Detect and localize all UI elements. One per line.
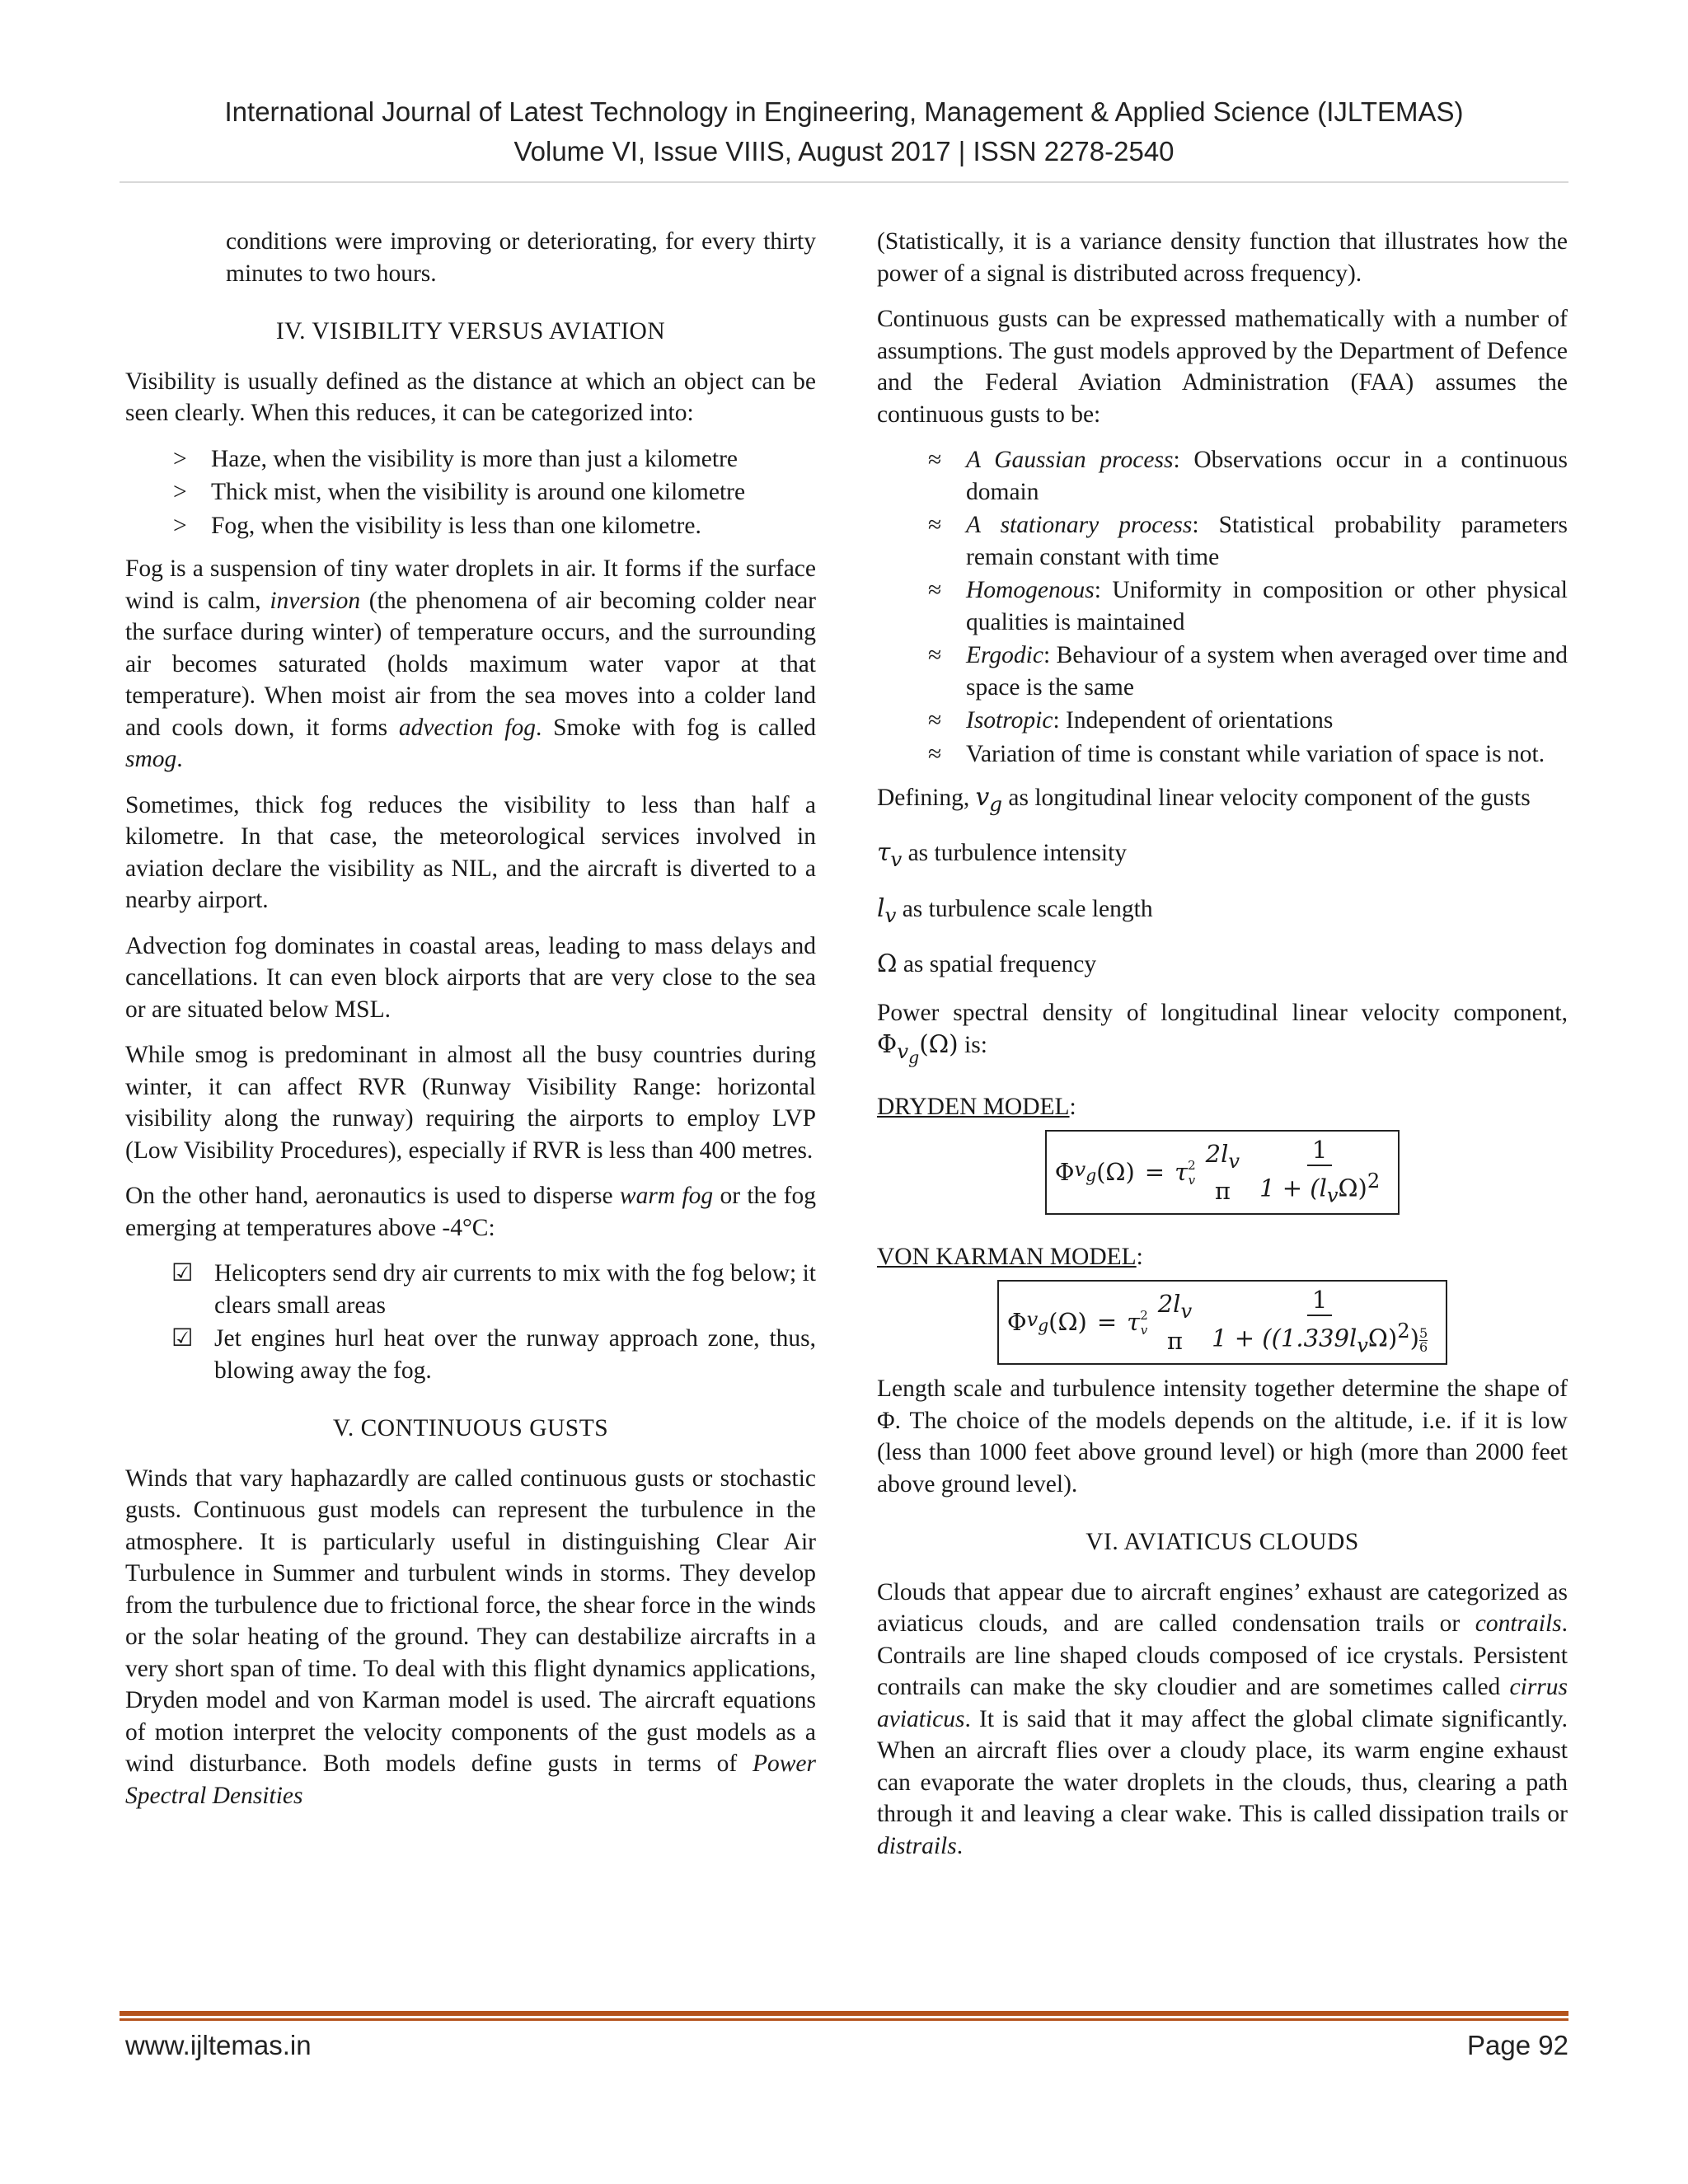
dryden-model-title: DRYDEN MODEL:: [877, 1094, 1076, 1121]
arrow-bullet-icon: >: [173, 479, 187, 505]
list-item: ≈ Homogenous: Uniformity in composition or other physical qualities is maintained: [877, 574, 1568, 638]
list-item: ≈ A Gaussian process: Observations occur in a continuous domain: [877, 444, 1568, 508]
footer-website: www.ijltemas.in: [125, 2030, 312, 2060]
approx-bullet-icon: ≈: [928, 447, 942, 473]
journal-title: International Journal of Latest Technology in Engineering, Management & Applied Science (IJLTEMAS): [224, 96, 1464, 127]
section-title-clouds: VI. AVIATICUS CLOUDS: [1085, 1529, 1359, 1556]
von-karman-model-title: VON KARMAN MODEL:: [877, 1244, 1143, 1271]
psd-definition-paragraph: (Statistically, it is a variance density function that illustrates how the power of a signal is distributed across frequency).: [877, 228, 1568, 287]
thick-fog-paragraph: Sometimes, thick fog reduces the visibility to less than half a kilometre. In that case, the meteorological services involved in aviation declare the visibility as NIL, and the aircraft is diverted to a nearby airport.: [125, 791, 816, 913]
list-item: ≈ Isotropic: Independent of orientations: [877, 705, 1568, 737]
definition-lv: $l_v$ as turbulence scale length: [877, 893, 1153, 927]
assumptions-list: [877, 444, 1568, 770]
arrow-bullet-icon: >: [173, 512, 187, 539]
section-title-gusts: V. CONTINUOUS GUSTS: [332, 1415, 609, 1441]
section-title-visibility: IV. VISIBILITY VERSUS AVIATION: [275, 318, 666, 344]
definition-omega: Ω as spatial frequency: [877, 949, 1097, 978]
fog-dispersal-list: [125, 1258, 816, 1386]
definition-tau: $\tau_v$ as turbulence intensity: [877, 838, 1128, 872]
list-item: ≈ Ergodic: Behaviour of a system when averaged over time and space is the same: [877, 640, 1568, 703]
definition-vg: Defining, $v_g$ as longitudinal linear velocity component of the gusts: [877, 783, 1531, 816]
approx-bullet-icon: ≈: [928, 577, 942, 603]
footer-page-number: Page 92: [1467, 2030, 1568, 2060]
list-item: > Fog, when the visibility is less than one kilometre.: [125, 510, 816, 542]
checkbox-icon: ☑: [171, 1325, 194, 1352]
clouds-paragraph: Clouds that appear due to aircraft engines’ exhaust are categorized as aviaticus clouds, and are called condensation trails or contrails. Contrails are line shaped clouds composed of ice crystals. Persistent contrails can make the sky cloudier and are sometimes called cirrus aviaticus. It is said that it may affect the global climate significantly. When an aircraft flies over a cloudy place, its warm engine exhaust can evaporate the water droplets in the clouds, thus, clearing a path through it and leaving a clear wake. This is called dissipation trails or distrails.: [877, 1578, 1568, 1859]
checkbox-icon: ☑: [171, 1260, 194, 1286]
footer-divider-thick: [120, 2011, 1568, 2016]
intro-paragraph: conditions were improving or deteriorating, for every thirty minutes to two hours.: [226, 228, 816, 287]
list-item: ☑ Helicopters send dry air currents to mix with the fog below; it clears small areas: [125, 1258, 816, 1321]
von-karman-equation: Φ $v_g$ (Ω) = τ 2 v $2l_v$ π 1 $1 + ((1.339l_v\Omega)^2)$ $\frac{5}{6}$: [997, 1280, 1447, 1365]
visibility-paragraph: Visibility is usually defined as the distance at which an object can be seen clearly. When this reduces, it can be categorized into:: [125, 368, 816, 426]
aeronautics-paragraph: On the other hand, aeronautics is used to disperse warm fog or the fog emerging at temperatures above -4°C:: [125, 1183, 816, 1241]
fog-paragraph: Fog is a suspension of tiny water droplets in air. It forms if the surface wind is calm, inversion (the phenomena of air becoming colder near the surface during winter) of temperature occurs, and the surrounding air becomes saturated (holds maximum water vapor at that temperature). When moist air from the sea moves into a colder land and cools down, it forms advection fog. Smoke with fog is called smog.: [125, 555, 817, 772]
list-item: ≈ A stationary process: Statistical probability parameters remain constant with time: [877, 509, 1568, 573]
advection-paragraph: Advection fog dominates in coastal areas, leading to mass delays and cancellations. It can even block airports that are very close to the sea or are situated below MSL.: [125, 932, 816, 1023]
list-item: > Thick mist, when the visibility is around one kilometre: [125, 476, 816, 509]
approx-bullet-icon: ≈: [928, 740, 942, 767]
list-item: ☑ Jet engines hurl heat over the runway approach zone, thus, blowing away the fog.: [125, 1323, 816, 1386]
header-divider: [120, 181, 1568, 183]
approx-bullet-icon: ≈: [928, 707, 942, 733]
arrow-bullet-icon: >: [173, 445, 187, 472]
approx-bullet-icon: ≈: [928, 642, 942, 668]
journal-issue: Volume VI, Issue VIIIS, August 2017 | ISSN 2278-2540: [513, 136, 1175, 166]
dryden-equation: Φ $v_g$ (Ω) = τ 2 v $2l_v$ π $\frac{1}{1 + (l_v\Omega)^2}$: [1045, 1130, 1400, 1215]
visibility-list: [125, 443, 816, 542]
approx-bullet-icon: ≈: [928, 512, 942, 538]
list-item: ≈ Variation of time is constant while variation of space is not.: [877, 738, 1568, 771]
psd-paragraph: Power spectral density of longitudinal linear velocity component, $\Phi_{v_g}(\Omega)$ is:: [877, 999, 1568, 1067]
assumptions-paragraph: Continuous gusts can be expressed mathematically with a number of assumptions. The gust models approved by the Department of Defence and the Federal Aviation Administration (FAA) assumes the continuous gusts to be:: [877, 306, 1568, 428]
right-column: [877, 226, 1568, 1876]
smog-paragraph: While smog is predominant in almost all the busy countries during winter, it can affect RVR (Runway Visibility Range: horizontal visibility along the runway) requiring the airports to employ LVP (Low Visibility Procedures), especially if RVR is less than 400 metres.: [125, 1042, 816, 1164]
footer-divider-thin: [120, 2018, 1568, 2021]
list-item: > Haze, when the visibility is more than just a kilometre: [125, 443, 816, 476]
length-scale-paragraph: Length scale and turbulence intensity together determine the shape of Φ. The choice of the models depends on the altitude, i.e. if it is low (less than 1000 feet above ground level) or high (more than 2000 feet above ground level).: [877, 1376, 1568, 1497]
left-column: [125, 226, 816, 1825]
gusts-paragraph: Winds that vary haphazardly are called continuous gusts or stochastic gusts. Continuous gust models can represent the turbulence in the atmosphere. It is particularly useful in distinguishing Clear Air Turbulence in Summer and turbulent winds in storms. They develop from the turbulence due to frictional force, the shear force in the winds or the solar heating of the ground. They can destabilize aircrafts in a very short span of time. To deal with this flight dynamics applications, Dryden model and von Karman model is used. The aircraft equations of motion interpret the velocity components of the gust models as a wind disturbance. Both models define gusts in terms of Power Spectral Densities: [125, 1465, 816, 1809]
journal-header: [120, 92, 1568, 171]
